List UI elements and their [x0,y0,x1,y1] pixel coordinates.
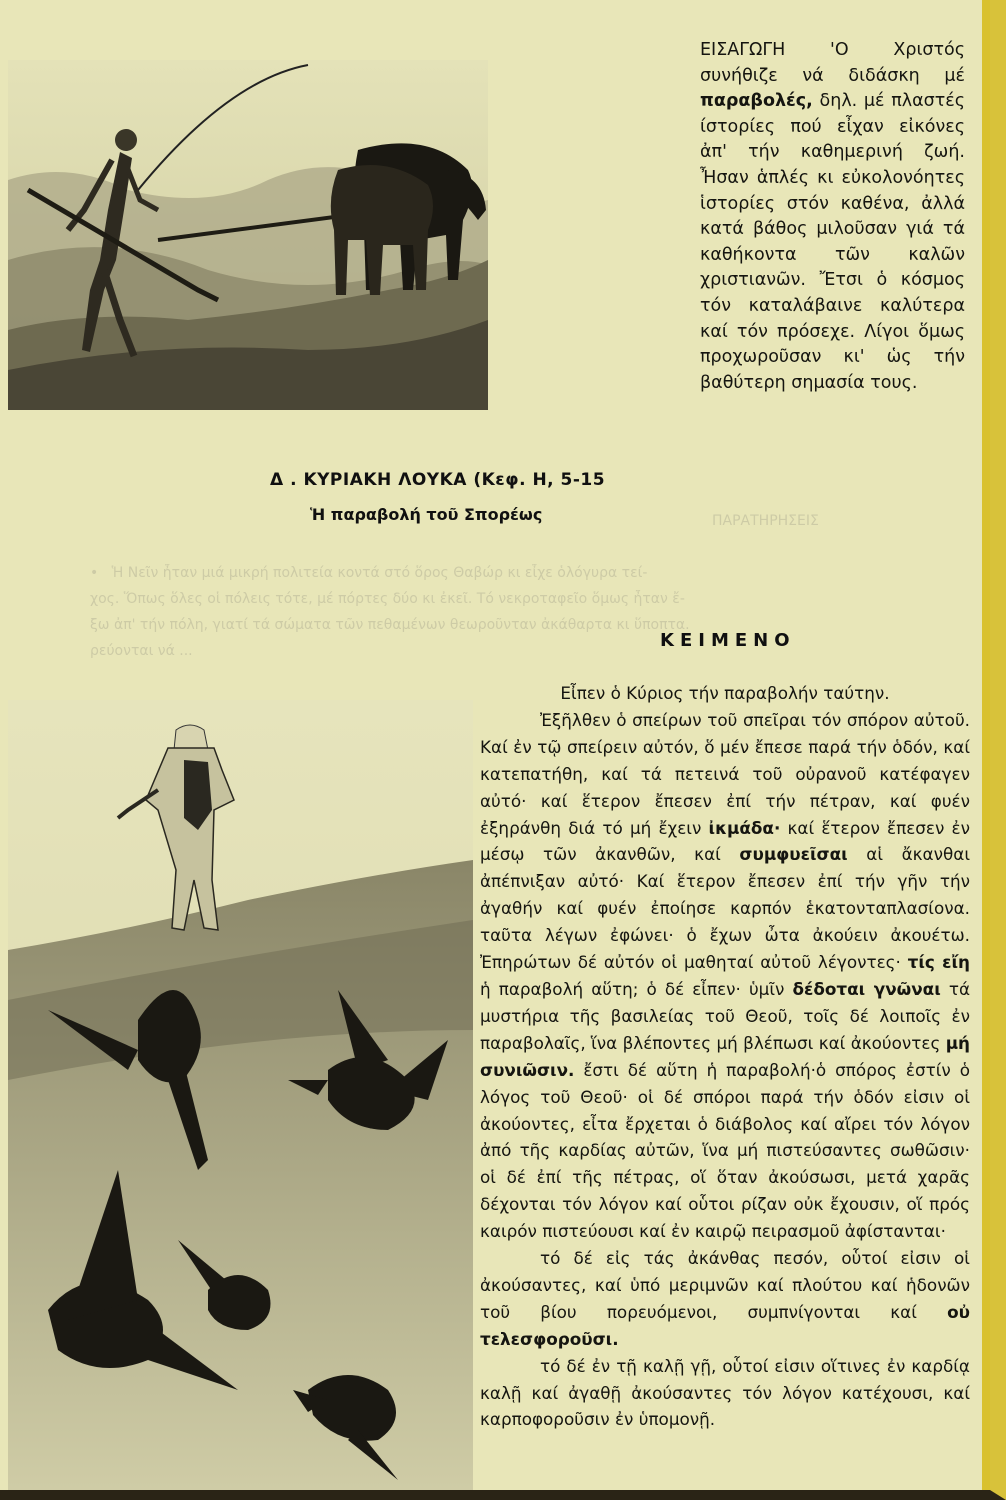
scripture-paragraph-1 [480,707,970,1245]
lesson-title: Δ . ΚΥΡΙΑΚΗ ΛΟΥΚΑ (Κεφ. Η, 5-15 [270,470,606,490]
scripture-bold-span: τίς εἴη [907,952,970,973]
section-heading: ΚΕΙΜΕΝΟ [660,630,796,651]
intro-text-before: 'Ο Χριστός συνήθιζε νά διδάσκη μέ [700,40,965,86]
show-through-text: χος. Ὅπως ὅλες οἱ πόλεις τότε, μέ πόρτες δύο κι ἐκεῖ. Τό νεκροταφεῖο ὅμως ἦταν ἔ- [90,591,685,607]
scripture-paragraph-3: τό δέ ἐν τῇ καλῇ γῇ, οὗτοί εἰσιν οἵτινες ἐν καρδίᾳ καλῇ καί ἀγαθῇ ἀκούσαντες τόν λόγον κατέχουσι, καί καρποφοροῦσιν ἐν ὑπομονῇ. [480,1355,970,1430]
intro-label: ΕΙΣΑΓΩΓΗ [700,40,786,60]
show-through-text: ξω ἀπ' τήν πόλη, γιατί τά σώματα τῶν πεθαμένων θεωροῦνταν ἀκάθαρτα κι ὕποπτα. [90,617,690,633]
scripture-text-span: τά μυστήρια τῆς βασιλείας τοῦ Θεοῦ, τοῖς δέ λοιποῖς ἐν παραβολαῖς, ἵνα βλέποντες μή βλέπωσι καί ἀκούοντες [480,978,971,1053]
scripture-text-span: καί ἕτερον ἔπεσεν ἐν μέσῳ τῶν ἀκανθῶν, καί [480,817,970,865]
scripture-text-span: ἡ παραβολή αὕτη; ὁ δέ εἶπεν· ὑμῖν [480,978,785,999]
introduction-text [700,38,965,396]
scripture-bold-span: δέδοται γνῶναι [792,978,941,999]
lesson-subtitle: Ἡ παραβολή τοῦ Σπορέως [310,505,543,524]
scripture-bold-span: ἰκμάδα· [708,817,781,838]
scripture-text-span: αἱ ἄκανθαι ἀπέπνιξαν αὐτό· Καί ἕτερον ἔπεσεν ἐπί τήν γῆν τήν ἀγαθήν καί φυέν ἐποίησε καρπόν ἑκατονταπλασίονα. ταῦτα λέγων ἐφώνει· ὁ ἔχων ὦτα ἀκούειν ἀκουέτω. Ἐπηρώτων δέ αὐτόν οἱ μαθηταί αὐτοῦ λέγοντες· [480,844,970,973]
scripture-text [480,680,970,1433]
scripture-bold-span: μή συνιῶσιν. [480,1032,970,1080]
intro-text-after: δηλ. μέ πλαστές ίστορίες πού εἶχαν εἰκόνες ἀπ' τήν καθημερινή ζωή. Ἦσαν ἁπλές κι εὐκολονόητες ἱστορίες στόν καθένα, ἀλλά κατά βάθος μιλοῦσαν γιά τά καθήκοντα τῶν καλῶν χριστιανῶν. Ἔτσι ὁ κόσμος τόν καταλάβαινε καλύτερα καί τόν πρόσεχε. Λίγοι ὅμως προχωροῦσαν κι' ὡς τήν βαθύτερη σημασία τους. [700,91,965,393]
show-through-text: ΠΑΡΑΤΗΡΗΣΕΙΣ [712,513,819,529]
scripture-text-span: ἔστι δέ αὕτη ἡ παραβολή·ὁ σπόρος ἐστίν ὁ λόγος τοῦ Θεοῦ· οἱ δέ σπόροι παρά τήν ὁδόν εἰσιν οἱ ἀκούοντες, εἶτα ἔρχεται ὁ διάβολος καί αἴρει τόν λόγον ἀπό τῆς καρδίας αὐτῶν, ἵνα μή πιστεύσαντες σωθῶσιν· οἱ δέ ἐπί τῆς πέτρας, οἵ ὅταν ἀκούσωσι, μετά χαρᾶς δέχονται τόν λόγον καί οὗτοι ρίζαν οὐκ ἔχουσιν, οἵ πρός καιρόν πιστεύουσι καί ἐν καιρῷ πειρασμοῦ ἀφίστανται· [480,1059,970,1242]
show-through-text: • Ἡ Νεῖν ἦταν μιά μικρή πολιτεία κοντά στό ὅρος Θαβώρ κι εἶχε ὁλόγυρα τεί- [90,565,648,581]
intro-bold-word: παραβολές, [700,91,813,112]
scripture-bold-span: οὐ τελεσφοροῦσι. [480,1301,970,1349]
scripture-intro-line: Εἶπεν ὁ Κύριος τήν παραβολήν ταύτην. [560,683,890,703]
scripture-text-span: Ἐξῆλθεν ὁ σπείρων τοῦ σπεῖραι τόν σπόρον αὐτοῦ. Καί ἐν τῷ σπείρειν αὐτόν, ὅ μέν ἔπεσε παρά τήν ὁδόν, καί κατεπατήθη, καί τά πετεινά τοῦ οὐρανοῦ κατέφαγεν αὐτό· καί ἕτερον ἔπεσεν ἐπί τήν πέτραν, καί φυέν ἐξηράνθη διά τό μή ἔχειν [480,709,970,838]
ploughing-illustration [8,60,488,410]
show-through-text: ρεύονται νά ... [90,643,193,659]
scripture-bold-span: συμφυεῖσαι [739,844,848,865]
scripture-paragraph-2 [480,1245,970,1353]
scripture-text-span: τό δέ εἰς τάς ἀκάνθας πεσόν, οὗτοί εἰσιν οἱ ἀκούσαντες, καί ὑπό μεριμνῶν καί πλούτου καί ἡδονῶν τοῦ βίου πορευόμενοι, συμπνίγονται καί [480,1248,970,1322]
page-edge [982,0,990,1500]
sower-illustration [8,700,473,1490]
